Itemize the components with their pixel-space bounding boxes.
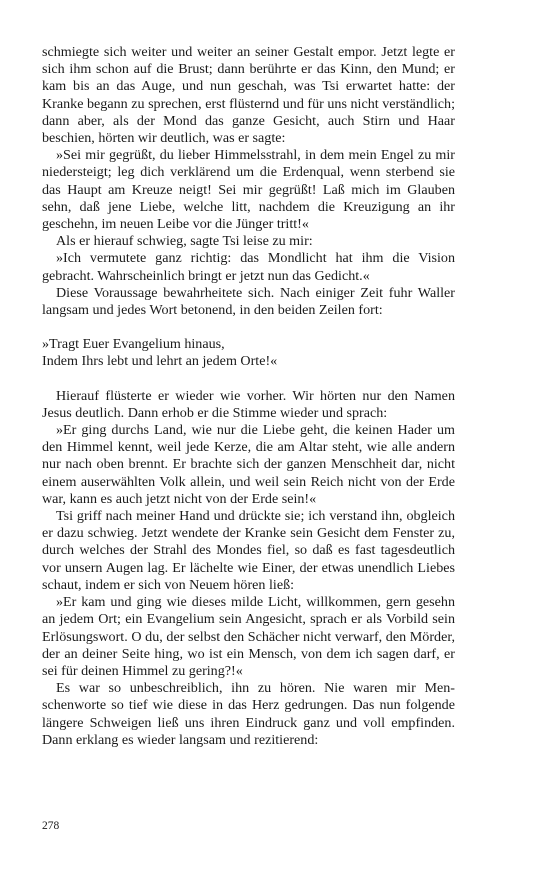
verse-line: »Tragt Euer Evangelium hinaus,: [42, 336, 225, 353]
verse-line: Indem Ihrs lebt und lehrt an jedem Orte!«: [42, 353, 278, 370]
paragraph: »Sei mir gegrüßt, du lieber Himmelsstrahl, in dem mein Engel zu mir niedersteigt; leg dich verklärend um die Erdenqual, wenn sterbend sie das Haupt am Kreuze neigt! Sei mir gegrüßt! Laß mich im Glauben sehn, daß jene Liebe, welche litt, nachdem die Kreuzigung an ihr geschehn, im neuen Leibe vor die Jünger tritt!«: [42, 147, 455, 233]
paragraph: schmiegte sich weiter und weiter an seiner Gestalt empor. Jetzt legte er sich ihm schon auf die Brust; dann berührte er das Kinn, den Mund; er kam bis an das Auge, und nun geschah, was Tsi erwartet hatte: der Kranke begann zu sprechen, erst flüsternd und für uns nicht verständlich; dann aber, als der Mond das ganze Gesicht, auch Stirn und Haar beschien, hörten wir deutlich, was er sagte:: [42, 44, 455, 147]
verse-block: [42, 336, 455, 370]
paragraph: »Er kam und ging wie dieses milde Licht, willkommen, gern gesehn an jedem Ort; ein Evangelium sein Angesicht, sprach er als Vorbild sein Erlösungswort. O du, der selbst den Schächer nicht verwarf, den Mörder, der an deiner Seite hing, wo ist ein Mensch, von dem ich sagen darf, er sei für deinen Himmel zu gering?!«: [42, 594, 455, 679]
paragraph: Diese Voraussage bewahrheitete sich. Nach einiger Zeit fuhr Waller langsam und jedes Wort betonend, in den beiden Zeilen fort:: [42, 284, 455, 319]
paragraph: Es war so unbeschreiblich, ihn zu hören. Nie waren mir Menschenworte so tief wie diese in das Herz gedrungen. Das nun folgende längere Schweigen ließ uns ihren Eindruck ganz und voll empfinden. Dann erklang es wieder langsam und rezitierend:: [42, 680, 455, 748]
page-body: [42, 44, 455, 749]
paragraph: Hierauf flüsterte er wieder wie vorher. Wir hörten nur den Namen Jesus deutlich. Dann erhob er die Stimme wieder und sprach:: [42, 387, 455, 421]
page-number: 278: [42, 820, 60, 832]
paragraph: Tsi griff nach meiner Hand und drückte sie; ich verstand ihn, obgleich er dazu schwieg. Jetzt wendete der Kranke sein Gesicht dem Fenster zu, durch welches der Strahl des Mondes fiel, so daß es fast tagesdeutlich vor unsern Augen lag. Er lächelte wie Einer, der etwas unendlich Liebes schaut, indem er sich von Neuem hören ließ:: [42, 508, 455, 593]
paragraph: »Er ging durchs Land, wie nur die Liebe geht, die keinen Hader um den Himmel kennt, weil jede Kerze, die am Altar steht, wie alle andern nur nach oben brennt. Er brachte sich der ganzen Menschheit dar, nicht einem auserwählten Volk allein, und weil sein Reich nicht von der Erde war, kann es auch jetzt nicht von der Erde sein!«: [42, 422, 455, 507]
paragraph: »Ich vermutete ganz richtig: das Mondlicht hat ihm die Vision gebracht. Wahrscheinlich bringt er jetzt nun das Gedicht.«: [42, 250, 455, 284]
paragraph: Als er hierauf schwieg, sagte Tsi leise zu mir:: [56, 233, 313, 250]
